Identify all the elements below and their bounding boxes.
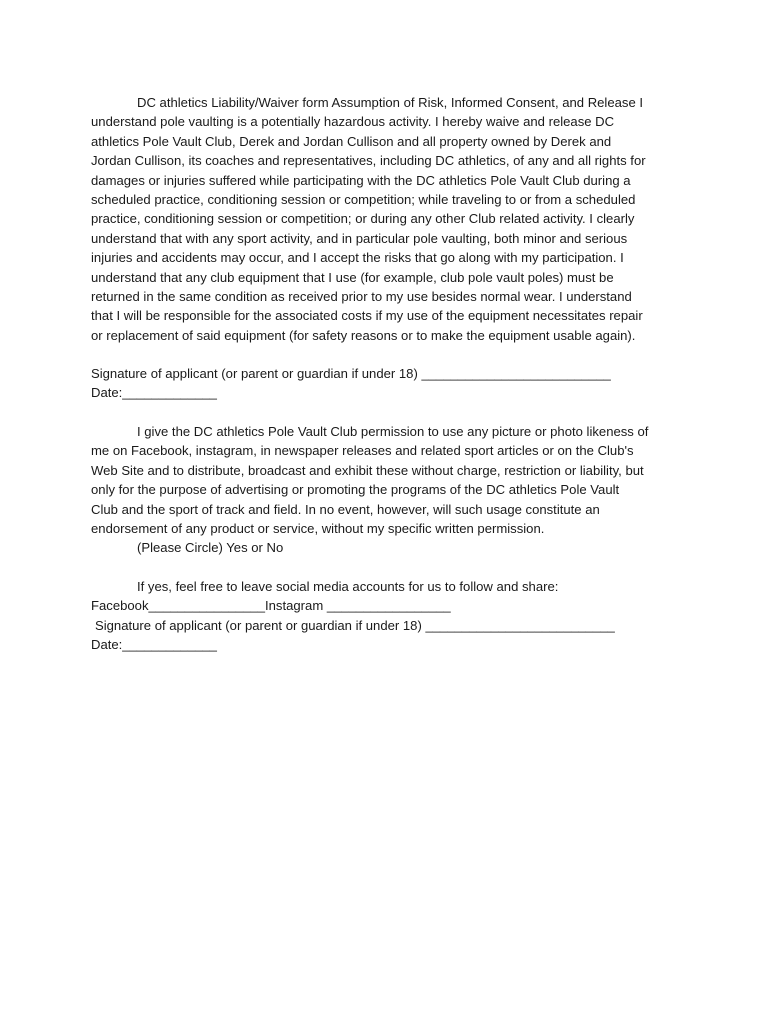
waiver-line: injuries and accidents may occur, and I accept the risks that go along with my participation. I (91, 250, 624, 266)
signature-line[interactable]: Signature of applicant (or parent or guardian if under 18) __________________________ (95, 617, 615, 633)
consent-line: me on Facebook, instagram, in newspaper releases and related sport articles or on the Club's (91, 443, 634, 459)
waiver-line: practice, conditioning session or competition; or during any other Club related activity. I clearly (91, 211, 635, 227)
waiver-line: scheduled practice, conditioning session or competition; while traveling to or from a scheduled (91, 192, 636, 208)
date-line[interactable]: Date:_____________ (91, 637, 217, 653)
waiver-line: DC athletics Liability/Waiver form Assumption of Risk, Informed Consent, and Release I (137, 95, 644, 110)
consent-line: I give the DC athletics Pole Vault Club permission to use any picture or photo likeness of (137, 424, 649, 439)
media-consent-paragraph (91, 422, 691, 558)
waiver-line: understand pole vaulting is a potentially hazardous activity. I hereby waive and release DC (91, 114, 615, 130)
waiver-line: or replacement of said equipment (for safety reasons or to make the equipment usable again). (91, 327, 636, 343)
waiver-line: athletics Pole Vault Club, Derek and Jordan Cullison and all property owned by Derek and (91, 133, 612, 149)
waiver-paragraph (91, 93, 691, 345)
waiver-line: understand that with any sport activity, and in particular pole vaulting, both minor and serious (91, 230, 628, 246)
date-line[interactable]: Date:_____________ (91, 385, 217, 401)
signature-block-1 (91, 364, 691, 403)
waiver-line: understand that any club equipment that I use (for example, club pole vault poles) must be (91, 269, 614, 285)
yes-no-circle-choice[interactable]: (Please Circle) Yes or No (137, 540, 284, 556)
consent-line: Club and the sport of track and field. In no event, however, will such usage constitute an (91, 501, 600, 517)
waiver-line: returned in the same condition as received prior to my use besides normal wear. I understand (91, 289, 632, 305)
consent-line: endorsement of any product or service, without my specific written permission. (91, 521, 545, 537)
waiver-line: Jordan Cullison, its coaches and representatives, including DC athletics, of any and all rights for (91, 153, 646, 169)
waiver-line: damages or injuries suffered while participating with the DC athletics Pole Vault Club during a (91, 172, 631, 188)
consent-line: Web Site and to distribute, broadcast and exhibit these without charge, restriction or liability, but (91, 462, 644, 478)
signature-line[interactable]: Signature of applicant (or parent or guardian if under 18) __________________________ (91, 366, 611, 381)
consent-line: only for the purpose of advertising or promoting the programs of the DC athletics Pole Vault (91, 482, 620, 498)
waiver-line: that I will be responsible for the associated costs if my use of the equipment necessitates repair (91, 308, 643, 324)
social-media-block (91, 577, 691, 655)
social-intro: If yes, feel free to leave social media accounts for us to follow and share: (137, 579, 559, 594)
social-accounts-fields[interactable]: Facebook________________Instagram _________________ (91, 598, 451, 614)
